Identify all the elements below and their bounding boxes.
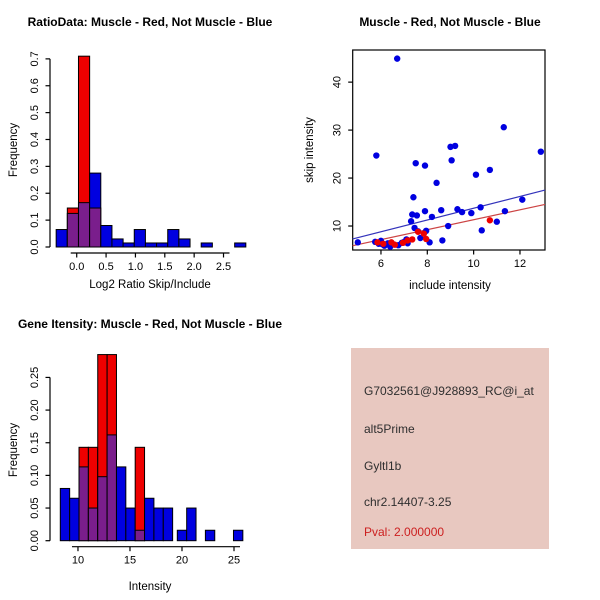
svg-text:10: 10 (331, 219, 344, 233)
svg-text:0.00: 0.00 (29, 529, 41, 552)
svg-text:2.0: 2.0 (186, 261, 202, 273)
svg-text:0.0: 0.0 (69, 261, 85, 273)
svg-text:0.05: 0.05 (29, 497, 41, 519)
svg-text:1.5: 1.5 (157, 261, 173, 273)
ratio-histogram-panel (0, 0, 300, 300)
svg-text:12: 12 (513, 258, 527, 270)
svg-text:6: 6 (377, 258, 385, 270)
svg-text:30: 30 (331, 123, 344, 137)
ratio-histogram-ylabel: Frequency (8, 122, 20, 178)
ratio-histogram-plot (0, 0, 300, 300)
svg-text:0.6: 0.6 (29, 78, 41, 94)
gene-name-text: Gyltl1b (364, 459, 402, 473)
gene-histogram-plot (0, 300, 300, 600)
gene-info-panel (351, 348, 549, 549)
scatter-plot (300, 0, 600, 300)
gene-histogram-xlabel: Intensity (128, 581, 172, 593)
scatter-xlabel: include intensity (409, 280, 491, 292)
svg-text:0.7: 0.7 (29, 51, 41, 67)
svg-text:0.15: 0.15 (29, 432, 41, 454)
svg-text:0.1: 0.1 (29, 212, 41, 228)
gene-histogram-ylabel: Frequency (8, 422, 20, 478)
svg-text:0.4: 0.4 (29, 131, 41, 148)
svg-text:8: 8 (424, 258, 431, 270)
svg-text:20: 20 (175, 554, 189, 567)
scatter-panel (300, 0, 600, 300)
probe-id-text: G7032561@J928893_RC@i_at (364, 384, 534, 398)
svg-text:0.3: 0.3 (29, 158, 41, 175)
scatter-ylabel: skip intensity (304, 117, 316, 183)
svg-text:15: 15 (123, 554, 137, 567)
gene-histogram-title: Gene Itensity: Muscle - Red, Not Muscle - Blue (17, 317, 283, 331)
svg-text:0.10: 0.10 (29, 464, 41, 487)
svg-text:0.20: 0.20 (29, 399, 41, 421)
svg-text:1.0: 1.0 (127, 261, 144, 273)
svg-text:0.5: 0.5 (98, 261, 114, 273)
svg-text:0.2: 0.2 (29, 185, 41, 201)
pval-text: Pval: 2.000000 (364, 525, 445, 539)
svg-text:0.25: 0.25 (29, 366, 41, 389)
svg-text:25: 25 (227, 554, 241, 567)
scatter-title: Muscle - Red, Not Muscle - Blue (359, 15, 541, 29)
svg-text:2.5: 2.5 (215, 261, 232, 273)
svg-text:20: 20 (331, 171, 344, 185)
gene-histogram-panel (0, 300, 300, 600)
svg-text:10: 10 (71, 554, 85, 567)
ratio-histogram-title: RatioData: Muscle - Red, Not Muscle - Blue (27, 15, 273, 29)
chromosome-location-text: chr2.14407-3.25 (364, 495, 452, 509)
svg-text:40: 40 (331, 76, 344, 89)
svg-text:0.0: 0.0 (29, 239, 41, 255)
svg-text:10: 10 (467, 258, 480, 270)
gene-info-quadrant (300, 300, 600, 600)
ratio-histogram-xlabel: Log2 Ratio Skip/Include (89, 279, 211, 291)
splice-type-text: alt5Prime (364, 422, 415, 436)
svg-text:0.5: 0.5 (29, 104, 41, 121)
